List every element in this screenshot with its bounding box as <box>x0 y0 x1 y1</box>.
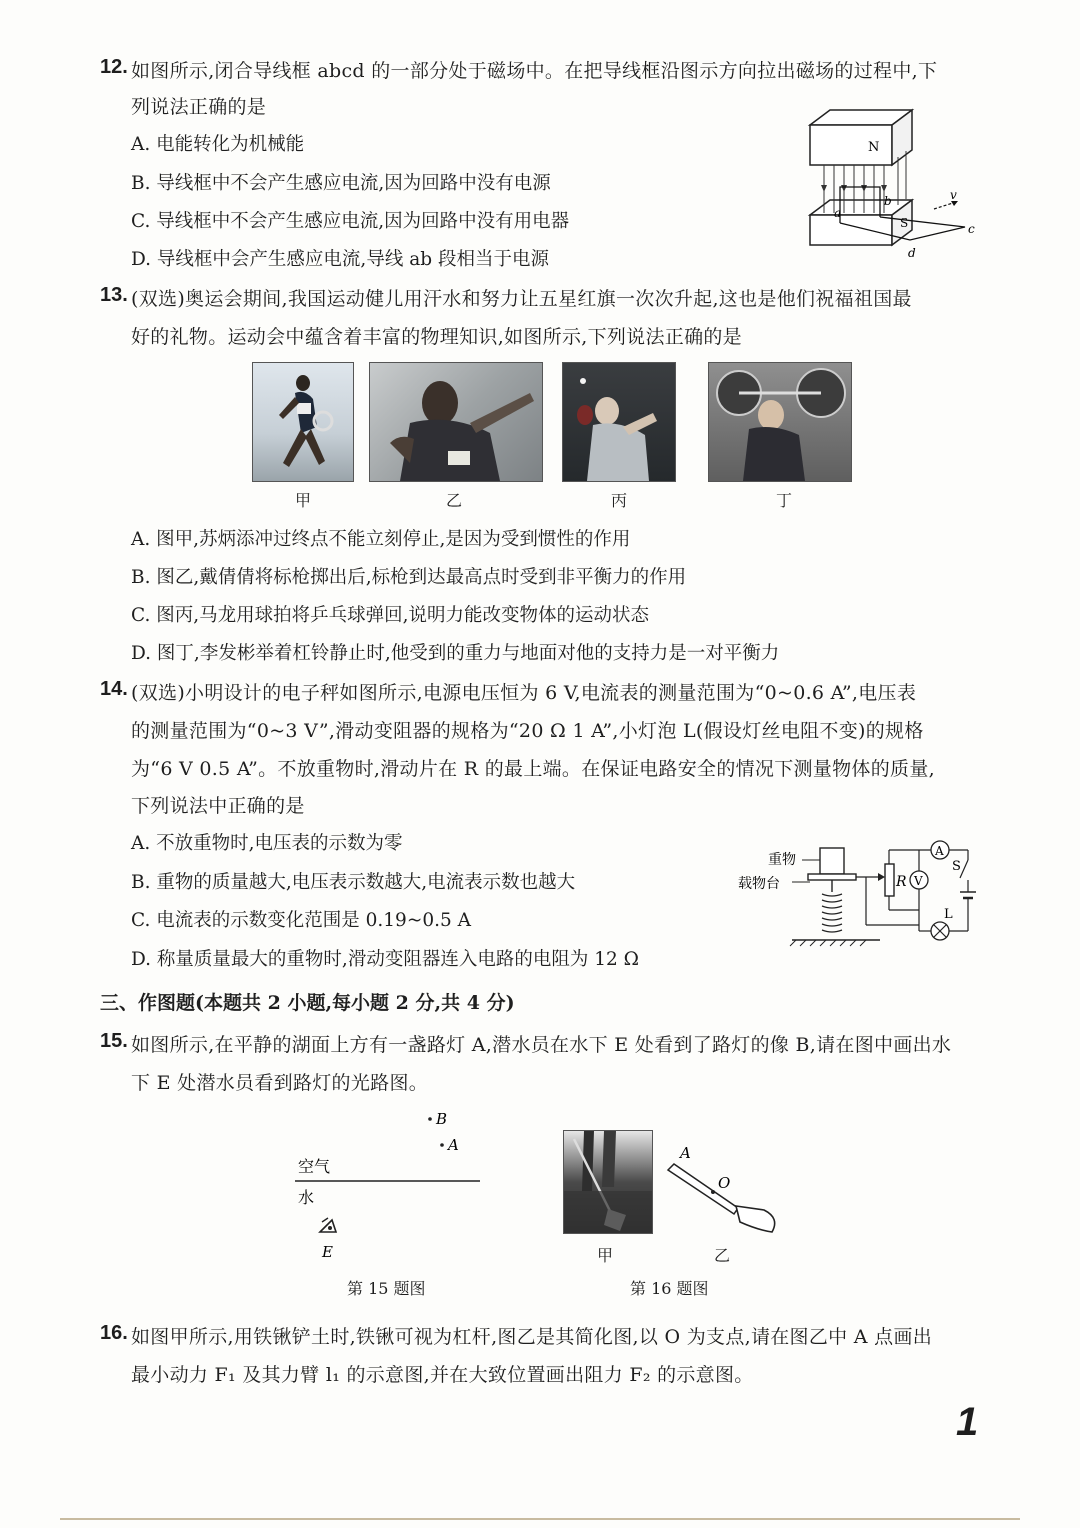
q13-text-line2: 好的礼物。运动会中蕴含着丰富的物理知识,如图所示,下列说法正确的是 <box>131 326 742 348</box>
q12-option-d: D. 导线框中会产生感应电流,导线 ab 段相当于电源 <box>131 249 549 270</box>
q14-option-c: C. 电流表的示数变化范围是 0.19~0.5 A <box>131 910 471 931</box>
q16-label-o: O <box>718 1174 731 1192</box>
q13-option-a: A. 图甲,苏炳添冲过终点不能立刻停止,是因为受到惯性的作用 <box>131 529 631 550</box>
q12-text-line1: 如图所示,闭合导线框 abcd 的一部分处于磁场中。在把导线框沿图示方向拉出磁场的过程中,下 <box>131 60 938 82</box>
q13-text-line1: (双选)奥运会期间,我国运动健儿用汗水和努力让五星红旗一次次升起,这也是他们祝福祖国最 <box>131 288 912 310</box>
q16-caption-jia: 甲 <box>597 1246 614 1265</box>
q15-number: 15. <box>100 1030 128 1052</box>
q14-label-r: R <box>896 874 907 890</box>
q13-caption-yi: 乙 <box>446 491 463 510</box>
q12-label-d: d <box>908 246 916 260</box>
q16-label-a: A <box>680 1144 691 1162</box>
q14-label-voltmeter: V <box>914 874 923 888</box>
q16-text-line1: 如图甲所示,用铁锹铲土时,铁锹可视为杠杆,图乙是其简化图,以 O 为支点,请在图乙中 A 点画出 <box>131 1326 933 1348</box>
q13-photo-ding <box>708 362 852 482</box>
q13-caption-ding: 丁 <box>776 491 793 510</box>
q14-circuit-figure <box>730 830 980 955</box>
q15-figure <box>280 1100 500 1270</box>
q14-label-platform: 载物台 <box>738 876 780 892</box>
q15-text-line1: 如图所示,在平静的湖面上方有一盏路灯 A,潜水员在水下 E 处看到了路灯的像 B,请在图中画出水 <box>131 1034 952 1056</box>
q15-label-water: 水 <box>298 1188 315 1207</box>
page-number: 1 <box>956 1400 979 1444</box>
q14-option-b: B. 重物的质量越大,电压表示数越大,电流表示数也越大 <box>131 872 576 893</box>
q12-magnet-figure <box>800 105 990 265</box>
q14-text-line4: 下列说法中正确的是 <box>131 795 305 817</box>
q15-figure-caption: 第 15 题图 <box>347 1279 426 1298</box>
q15-label-air: 空气 <box>298 1157 331 1176</box>
q13-option-c: C. 图丙,马龙用球拍将乒乓球弹回,说明力能改变物体的运动状态 <box>131 605 650 626</box>
q12-option-b: B. 导线框中不会产生感应电流,因为回路中没有电源 <box>131 173 551 194</box>
q13-photo-jia <box>252 362 354 482</box>
q16-photo-jia <box>563 1130 653 1234</box>
q13-caption-jia: 甲 <box>295 491 312 510</box>
q14-label-s: S <box>952 859 961 874</box>
q12-label-c: c <box>968 222 975 236</box>
q13-photo-yi <box>369 362 543 482</box>
q12-label-a: a <box>834 206 842 220</box>
q12-label-b: b <box>884 194 892 208</box>
q12-label-s: S <box>900 216 909 230</box>
q14-label-l: L <box>944 907 953 922</box>
q14-label-weight: 重物 <box>768 852 796 868</box>
q12-text-line2: 列说法正确的是 <box>131 96 267 118</box>
q13-option-b: B. 图乙,戴倩倩将标枪掷出后,标枪到达最高点时受到非平衡力的作用 <box>131 567 687 588</box>
q16-text-line2: 最小动力 F₁ 及其力臂 l₁ 的示意图,并在大致位置画出阻力 F₂ 的示意图。 <box>131 1364 754 1386</box>
q14-option-d: D. 称量质量最大的重物时,滑动变阻器连入电路的电阻为 12 Ω <box>131 949 639 970</box>
q16-figure-caption: 第 16 题图 <box>630 1279 709 1298</box>
q12-option-a: A. 电能转化为机械能 <box>131 134 305 155</box>
q15-text-line2: 下 E 处潜水员看到路灯的光路图。 <box>131 1072 429 1094</box>
page-bottom-rule <box>60 1518 1020 1520</box>
q12-label-n: N <box>868 140 880 155</box>
q14-number: 14. <box>100 678 128 700</box>
q12-label-v: v <box>950 188 957 202</box>
q13-number: 13. <box>100 284 128 306</box>
q13-photo-bing <box>562 362 676 482</box>
q16-shovel-figure <box>660 1140 790 1235</box>
section-3-title: 三、作图题(本题共 2 小题,每小题 2 分,共 4 分) <box>100 992 515 1014</box>
diver-eye-icon <box>320 1218 336 1232</box>
q12-option-c: C. 导线框中不会产生感应电流,因为回路中没有用电器 <box>131 211 570 232</box>
q15-label-a: A <box>448 1136 459 1154</box>
q15-label-b: B <box>436 1110 448 1128</box>
q13-option-d: D. 图丁,李发彬举着杠铃静止时,他受到的重力与地面对他的支持力是一对平衡力 <box>131 643 780 664</box>
q14-label-ammeter: A <box>935 844 944 858</box>
q15-label-e: E <box>322 1243 333 1261</box>
q13-caption-bing: 丙 <box>611 491 628 510</box>
q14-text-line1: (双选)小明设计的电子秤如图所示,电源电压恒为 6 V,电流表的测量范围为“0~0.6 A”,电压表 <box>131 682 917 704</box>
q12-number: 12. <box>100 56 128 78</box>
q14-text-line3: 为“6 V 0.5 A”。不放重物时,滑动片在 R 的最上端。在保证电路安全的情况下测量物体的质量, <box>131 758 935 780</box>
q14-text-line2: 的测量范围为“0~3 V”,滑动变阻器的规格为“20 Ω 1 A”,小灯泡 L(假设灯丝电阻不变)的规格 <box>131 720 924 742</box>
q14-option-a: A. 不放重物时,电压表的示数为零 <box>131 833 403 854</box>
q16-number: 16. <box>100 1322 128 1344</box>
q16-caption-yi: 乙 <box>714 1246 731 1265</box>
